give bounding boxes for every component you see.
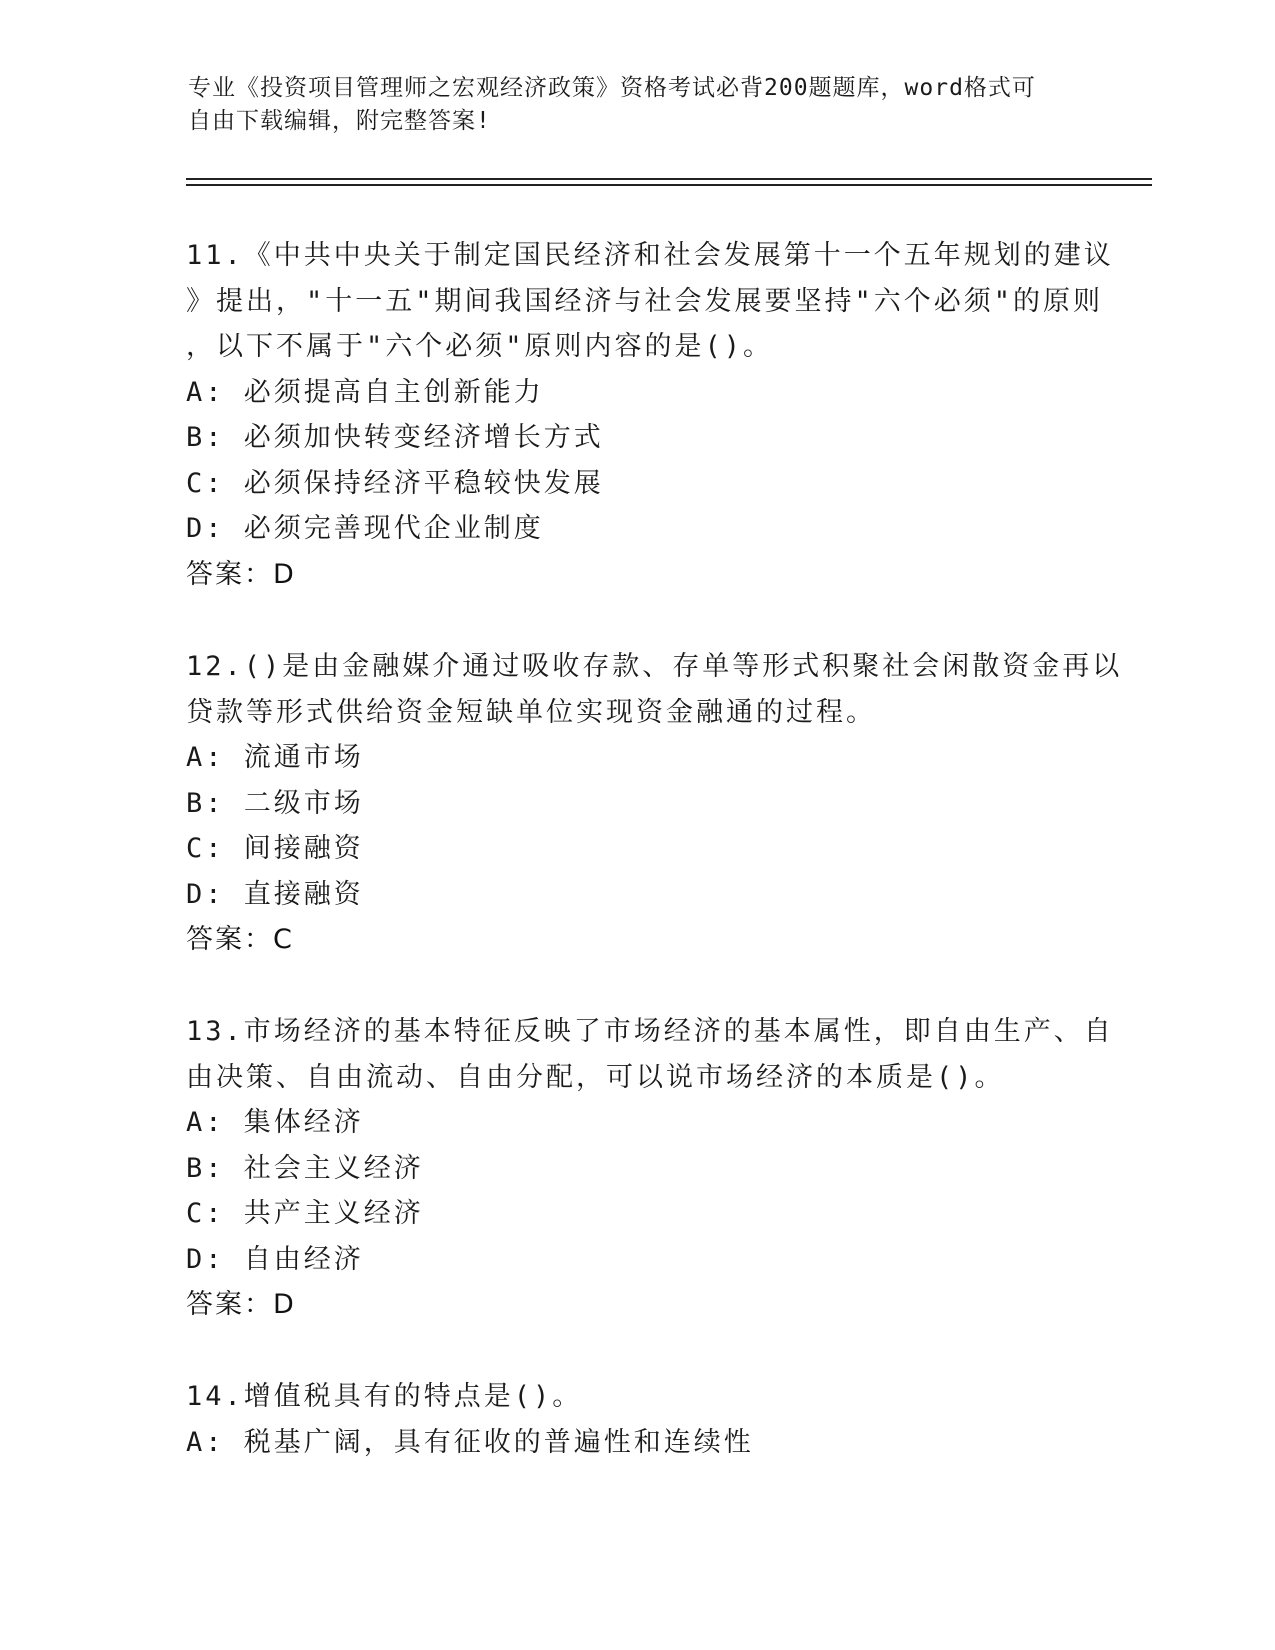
option-d: D: 自由经济 bbox=[186, 1243, 364, 1275]
header-divider-bottom bbox=[186, 184, 1152, 186]
option-b: B: 二级市场 bbox=[186, 787, 364, 819]
option-c: C: 共产主义经济 bbox=[186, 1198, 424, 1229]
option-a: A: 集体经济 bbox=[186, 1107, 364, 1138]
header-divider-top bbox=[186, 178, 1152, 180]
document-header bbox=[188, 72, 1068, 138]
question-text-line: 由决策、自由流动、自由分配，可以说市场经济的本质是()。 bbox=[186, 1061, 1005, 1093]
header-line-1: 专业《投资项目管理师之宏观经济政策》资格考试必背200题题库，word格式可 bbox=[188, 75, 1036, 101]
option-a: A: 税基广阔，具有征收的普遍性和连续性 bbox=[186, 1426, 754, 1458]
option-b: B: 必须加快转变经济增长方式 bbox=[186, 422, 604, 453]
question-text-line: 贷款等形式供给资金短缺单位实现资金融通的过程。 bbox=[186, 696, 876, 728]
option-d: D: 直接融资 bbox=[186, 878, 364, 910]
option-a: A: 流通市场 bbox=[186, 742, 364, 773]
question-text-line: 》提出，"十一五"期间我国经济与社会发展要坚持"六个必须"的原则 bbox=[186, 285, 1104, 317]
question-text-line: 12.()是由金融媒介通过吸收存款、存单等形式积聚社会闲散资金再以 bbox=[186, 651, 1123, 682]
question-text-line: 14.增值税具有的特点是()。 bbox=[186, 1381, 583, 1412]
answer: 答案：D bbox=[186, 1289, 296, 1320]
option-c: C: 间接融资 bbox=[186, 833, 364, 864]
question-text-line: 11.《中共中央关于制定国民经济和社会发展第十一个五年规划的建议 bbox=[186, 240, 1114, 271]
question-11 bbox=[186, 233, 1114, 597]
question-14 bbox=[186, 1374, 1086, 1465]
question-12 bbox=[186, 644, 1123, 963]
question-text-line: 13.市场经济的基本特征反映了市场经济的基本属性，即自由生产、自 bbox=[186, 1016, 1114, 1047]
question-13 bbox=[186, 1009, 1114, 1328]
option-c: C: 必须保持经济平稳较快发展 bbox=[186, 467, 604, 499]
header-line-2: 自由下载编辑，附完整答案! bbox=[188, 108, 491, 134]
answer: 答案：C bbox=[186, 924, 294, 955]
option-d: D: 必须完善现代企业制度 bbox=[186, 513, 544, 544]
option-b: B: 社会主义经济 bbox=[186, 1152, 424, 1184]
option-a: A: 必须提高自主创新能力 bbox=[186, 376, 544, 408]
question-text-line: ，以下不属于"六个必须"原则内容的是()。 bbox=[186, 331, 774, 362]
answer: 答案：D bbox=[186, 558, 296, 590]
